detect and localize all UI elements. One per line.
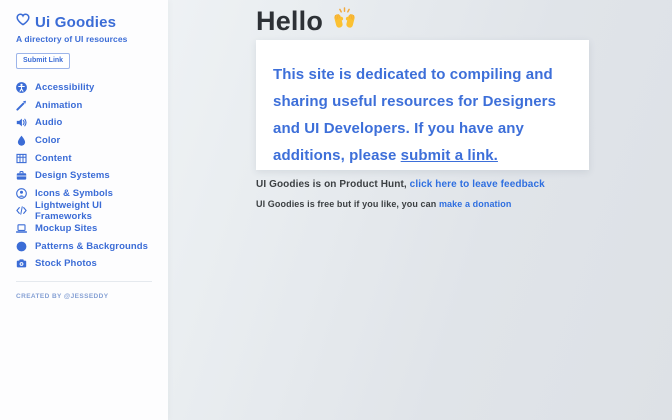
donation-link[interactable]: make a donation	[438, 199, 512, 209]
submit-link-button[interactable]: Submit Link	[16, 53, 70, 69]
sidebar-item-label: Accessibility	[35, 82, 95, 94]
sidebar-item-label: Stock Photos	[35, 258, 97, 270]
sidebar-item-color[interactable]	[16, 132, 152, 150]
heart-outline-icon	[16, 13, 30, 31]
site-title: Ui Goodies	[35, 13, 117, 31]
site-tagline: A directory of UI resources	[16, 34, 128, 44]
page-title	[256, 6, 358, 37]
sidebar-item-label: Animation	[35, 99, 83, 111]
logo[interactable]	[16, 13, 152, 31]
footer-notes	[256, 179, 545, 209]
sidebar-item-patterns-backgrounds[interactable]	[16, 237, 152, 255]
briefcase-icon	[16, 170, 27, 181]
sidebar-item-label: Content	[35, 152, 72, 164]
raising-hands-emoji	[331, 6, 358, 37]
sidebar-item-audio[interactable]	[16, 114, 152, 132]
pen-wand-icon	[16, 100, 27, 111]
created-by[interactable]: CREATED BY @JESSEDDY	[16, 292, 109, 300]
speaker-icon	[16, 117, 27, 128]
product-hunt-note	[256, 179, 545, 190]
sidebar-item-design-systems[interactable]	[16, 167, 152, 185]
intro-text-body: This site is dedicated to compiling and sharing useful resources for Designers and UI Developers. If you have any additions, please	[273, 66, 557, 164]
intro-text	[273, 61, 569, 169]
intro-card	[256, 40, 589, 170]
sidebar-item-label: Icons & Symbols	[35, 187, 114, 199]
code-icon	[16, 205, 27, 216]
filled-circle-icon	[16, 241, 27, 252]
hello-heading: Hello	[256, 6, 324, 36]
sidebar-item-label: Lightweight UI Frameworks	[35, 199, 102, 222]
sidebar-nav	[16, 79, 152, 273]
donation-text: UI Goodies is free but if you like, you can	[256, 199, 439, 209]
camera-icon	[16, 258, 27, 269]
sidebar-divider	[16, 281, 152, 282]
product-hunt-text: UI Goodies is on Product Hunt,	[256, 179, 410, 190]
sidebar-item-label: Mockup Sites	[35, 223, 98, 235]
sidebar-item-animation[interactable]	[16, 97, 152, 115]
accessibility-icon	[16, 82, 27, 93]
sidebar-item-lightweight-ui-frameworks[interactable]	[16, 199, 152, 222]
sidebar-item-label: Audio	[35, 117, 63, 129]
user-circle-icon	[16, 188, 27, 199]
sidebar	[0, 0, 168, 420]
sidebar-item-content[interactable]	[16, 149, 152, 167]
sidebar-item-stock-photos[interactable]	[16, 255, 152, 273]
droplet-icon	[16, 135, 27, 146]
donation-note	[256, 199, 545, 209]
submit-a-link[interactable]: submit a link.	[400, 147, 498, 164]
grid-icon	[16, 153, 27, 164]
feedback-link[interactable]: click here to leave feedback	[409, 179, 545, 190]
sidebar-item-accessibility[interactable]	[16, 79, 152, 97]
laptop-icon	[16, 223, 27, 234]
sidebar-item-label: Design Systems	[35, 170, 110, 182]
sidebar-item-label: Color	[35, 135, 61, 147]
sidebar-item-label: Patterns & Backgrounds	[35, 240, 149, 252]
sidebar-item-mockup-sites[interactable]	[16, 220, 152, 238]
